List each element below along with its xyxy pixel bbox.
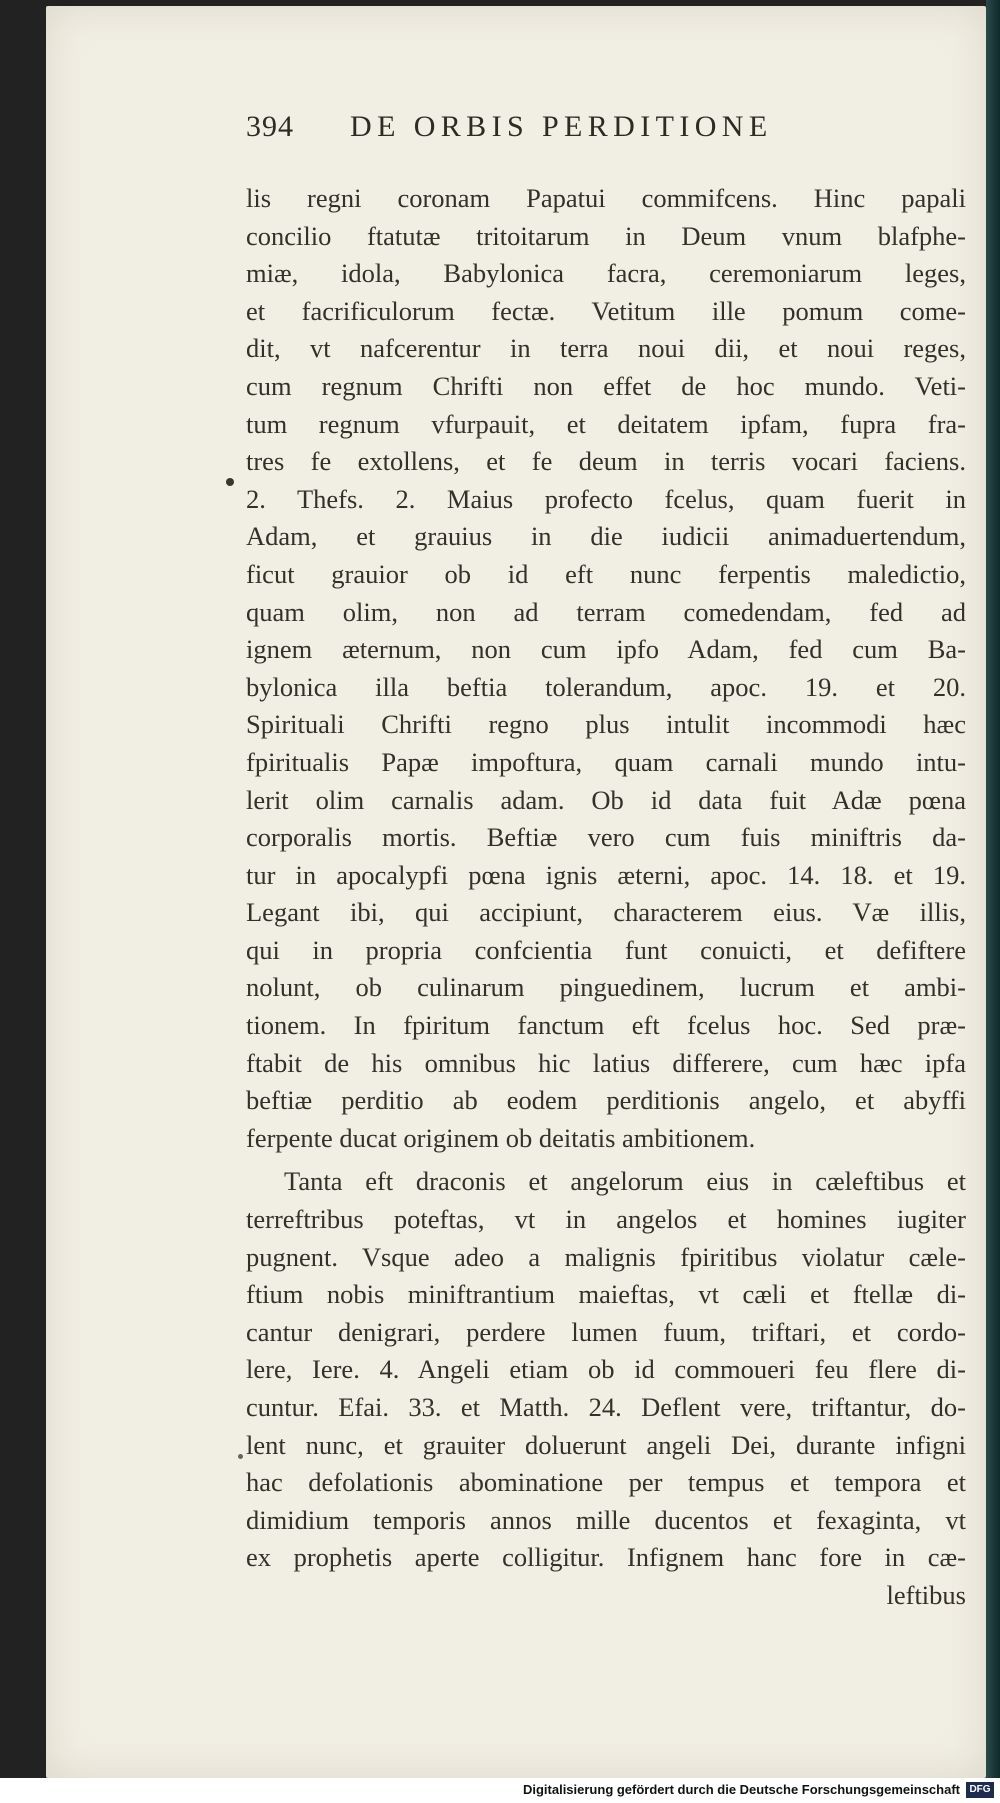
text-line: Spirituali Chrifti regno plus intulit incommodi hæc: [246, 709, 966, 740]
text-line: ftabit de his omnibus hic latius differere, cum hæc ipfa: [246, 1047, 966, 1078]
text-line: Tanta eft draconis et angelorum eius in cæleftibus et: [284, 1166, 966, 1197]
text-line: bylonica illa beftia tolerandum, apoc. 19. et 20.: [246, 671, 966, 702]
catchword: leftibus: [886, 1579, 966, 1610]
text-line: ferpente ducat originem ob deitatis ambitionem.: [246, 1122, 756, 1153]
text-line: ftium nobis miniftrantium maieftas, vt cæli et ftellæ di-: [246, 1279, 966, 1310]
text-line: Legant ibi, qui accipiunt, characterem eius. Væ illis,: [246, 897, 966, 928]
text-line: concilio ftatutæ tritoitarum in Deum vnum blafphe-: [246, 220, 966, 251]
digitization-footer: [0, 1778, 1000, 1803]
paragraph-1: [246, 180, 966, 1157]
dfg-logo-icon: DFG: [966, 1782, 994, 1798]
text-line: lere, Iere. 4. Angeli etiam ob id commoueri feu flere di-: [246, 1354, 966, 1385]
page-number: 394: [246, 110, 294, 143]
text-line: Adam, et grauius in die iudicii animaduertendum,: [246, 521, 966, 552]
text-line: corporalis mortis. Beftiæ vero cum fuis miniftris da-: [246, 822, 966, 853]
digitization-credit: Digitalisierung gefördert durch die Deutsche Forschungsgemeinschaft: [522, 1782, 960, 1797]
text-line: lerit olim carnalis adam. Ob id data fuit Adæ pœna: [246, 784, 966, 815]
margin-ink-dot: [226, 478, 234, 486]
text-line: cuntur. Efai. 33. et Matth. 24. Deflent vere, triftantur, do-: [246, 1392, 966, 1422]
text-line: dit, vt nafcerentur in terra noui dii, et noui reges,: [246, 333, 966, 364]
text-line: cum regnum Chrifti non effet de hoc mundo. Veti-: [246, 370, 966, 401]
text-line: tur in apocalypfi pœna ignis æterni, apoc. 14. 18. et 19.: [246, 859, 966, 890]
book-edge: [986, 0, 1000, 1780]
text-line: lent nunc, et grauiter doluerunt angeli Dei, durante infigni: [246, 1429, 966, 1460]
text-line: ficut grauior ob id eft nunc ferpentis maledictio,: [246, 558, 966, 589]
text-line: beftiæ perditio ab eodem perditionis angelo, et abyffi: [246, 1085, 966, 1116]
text-line: nolunt, ob culinarum pinguedinem, lucrum et ambi-: [246, 972, 966, 1003]
running-title: DE ORBIS PERDITIONE: [350, 110, 773, 143]
text-line: pugnent. Vsque adeo a malignis fpiritibus violatur cæle-: [246, 1241, 966, 1272]
text-line: et facrificulorum fectæ. Vetitum ille pomum come-: [246, 295, 966, 326]
text-line: lis regni coronam Papatui commifcens. Hinc papali: [246, 183, 966, 213]
text-line: dimidium temporis annos mille ducentos et fexaginta, vt: [246, 1504, 966, 1535]
text-line: ignem æternum, non cum ipfo Adam, fed cum Ba-: [246, 634, 966, 665]
body-text: [246, 180, 966, 1615]
text-line: fpiritualis Papæ impoftura, quam carnali mundo intu-: [246, 746, 966, 777]
text-line: quam olim, non ad terram comedendam, fed ad: [246, 596, 966, 627]
text-line: ex prophetis aperte colligitur. Infignem hanc fore in cæ-: [246, 1542, 966, 1573]
text-line: tres fe extollens, et fe deum in terris vocari faciens.: [246, 446, 966, 477]
text-line: cantur denigrari, perdere lumen fuum, triftari, et cordo-: [246, 1316, 966, 1347]
book-page: [46, 6, 986, 1778]
text-line: tionem. In fpiritum fanctum eft fcelus hoc. Sed præ-: [246, 1010, 966, 1041]
text-line: tum regnum vfurpauit, et deitatem ipfam, fupra fra-: [246, 408, 966, 439]
margin-ink-dot: [238, 1454, 243, 1459]
running-head: [246, 110, 966, 150]
text-line: hac defolationis abominatione per tempus et tempora et: [246, 1467, 966, 1498]
text-line: 2. Thefs. 2. Maius profecto fcelus, quam fuerit in: [246, 483, 966, 514]
paragraph-2: [246, 1163, 966, 1614]
text-line: terreftribus poteftas, vt in angelos et homines iugiter: [246, 1204, 966, 1235]
text-line: qui in propria confcientia funt conuicti, et defiftere: [246, 934, 966, 965]
text-line: miæ, idola, Babylonica facra, ceremoniarum leges,: [246, 258, 966, 289]
